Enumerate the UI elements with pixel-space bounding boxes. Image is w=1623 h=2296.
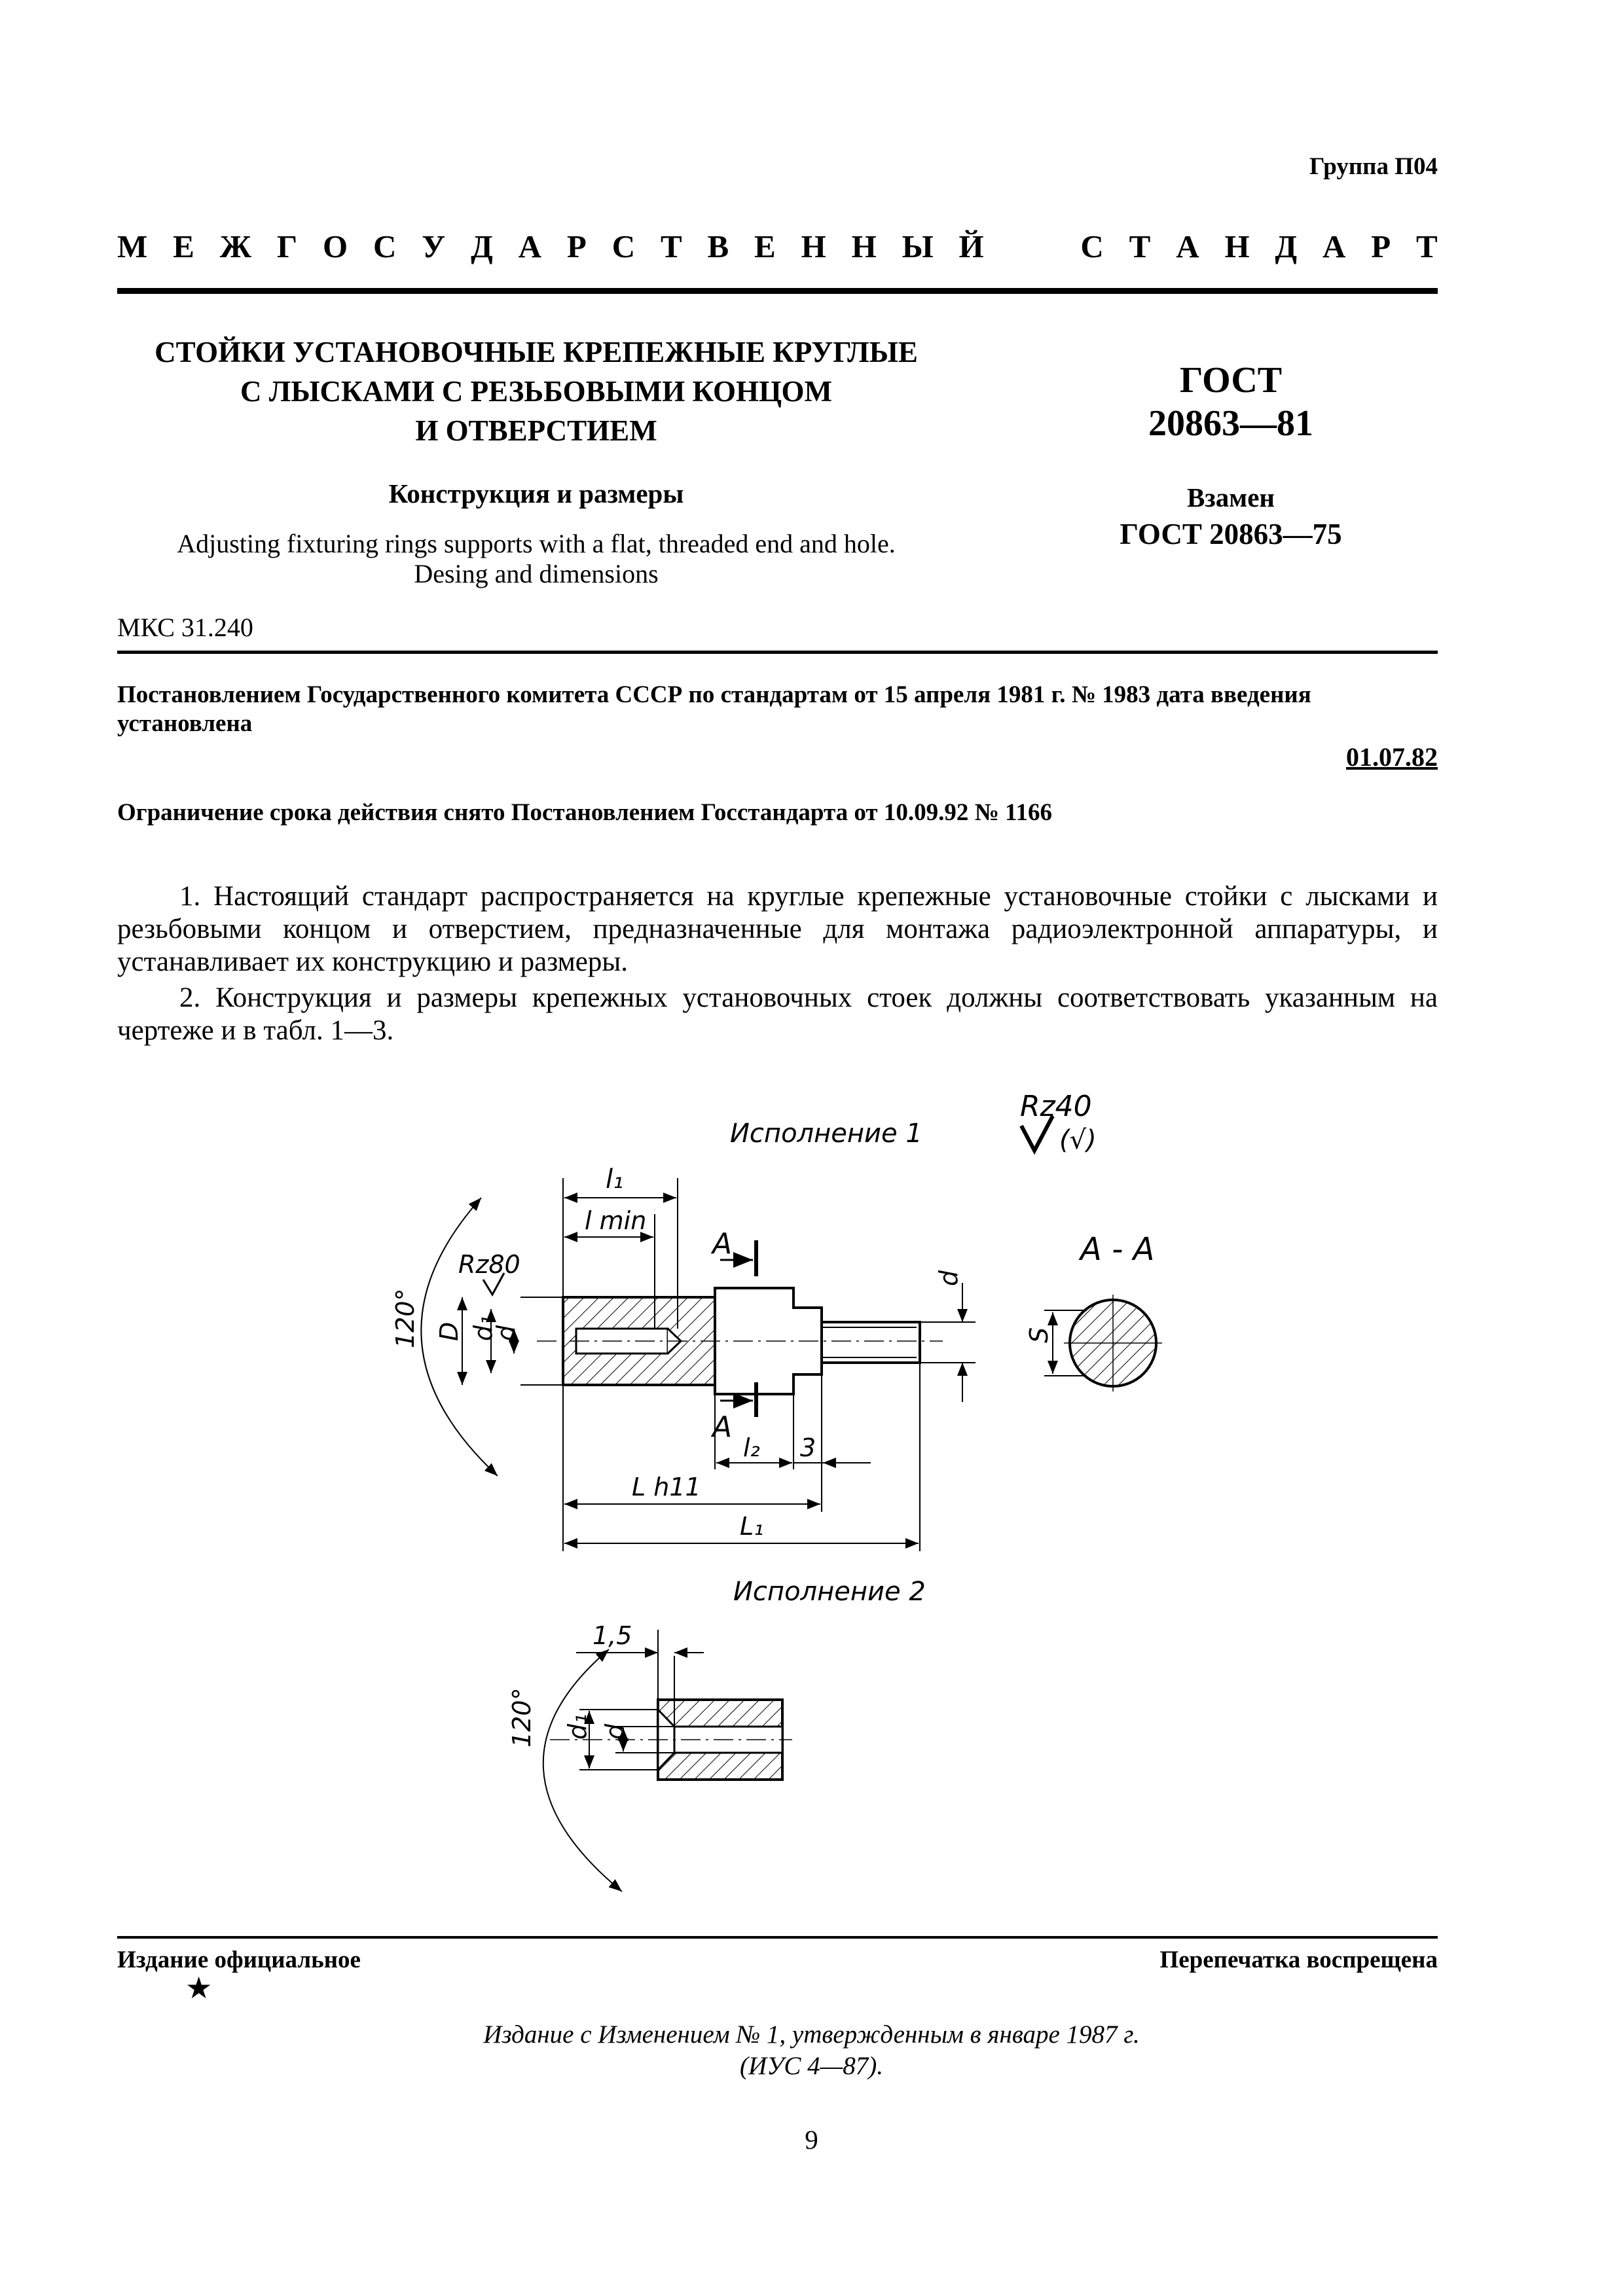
english-title-line: Desing and dimensions (414, 559, 659, 588)
interstate-letter: В (707, 228, 729, 264)
standard-letter: Д (1275, 228, 1298, 264)
roughness-chamfer-label: Rz80 (458, 1250, 520, 1279)
standard-letter: А (1322, 228, 1346, 264)
standard-letter: Т (1129, 228, 1151, 264)
english-title-line: Adjusting fixturing rings supports with a flat, threaded end and hole. (177, 529, 896, 558)
interstate-letter: С (611, 228, 636, 264)
section-title: А - А (1080, 1231, 1155, 1268)
dim-lmin-label: l min (585, 1206, 647, 1235)
interstate-letter: У (422, 228, 446, 264)
interstate-letter: Т (660, 228, 682, 264)
interstate-letter: Ы (902, 228, 934, 264)
variant-2-label: Исполнение 2 (733, 1577, 926, 1607)
interstate-letter: Д (471, 228, 493, 264)
interstate-letter: Н (801, 228, 826, 264)
dim-L1-label: L₁ (740, 1512, 764, 1541)
gost-label: ГОСТ (1179, 360, 1283, 401)
interstate-letter: М (117, 228, 148, 264)
interstate-letter: Р (566, 228, 587, 264)
edition-note-line: (ИУС 4—87). (739, 2052, 884, 2080)
paragraph-2: 2. Конструкция и размеры крепежных установочных стоек должны соответствовать указанным на чертеже и в табл. 1—3. (117, 982, 1438, 1046)
dim-d-right-label: d (934, 1270, 963, 1286)
dim-s-label: S (1025, 1327, 1053, 1343)
standard-letter: С (1080, 228, 1104, 264)
dim-d1-label: d₁ (469, 1315, 498, 1341)
angle-label: 120° (391, 1288, 420, 1348)
dim-d1-v2-label: d₁ (563, 1713, 592, 1740)
section-mark-bottom: А (712, 1410, 733, 1444)
roughness-general-label: Rz40 (1020, 1090, 1092, 1123)
variant-1-label: Исполнение 1 (730, 1119, 922, 1149)
standoff-body (537, 1288, 943, 1394)
replaces-value: ГОСТ 20863—75 (1120, 518, 1342, 550)
standard-letter: Т (1416, 228, 1438, 264)
paragraph-1: 1. Настоящий стандарт распространяется на круглые крепежные установочные стойки с лысками и резьбовыми концом и отверстием, предназначенные для монтажа радиоэлектронной аппаратуры, и устанавливает их конструкцию и размеры. (117, 881, 1438, 977)
official-edition: Издание официальное (117, 1946, 361, 1973)
limitation-text: Ограничение срока действия снято Постановлением Госстандарта от 10.09.92 № 1166 (117, 799, 1052, 826)
title-line: С ЛЫСКАМИ С РЕЗЬБОВЫМИ КОНЦОМ (240, 375, 832, 408)
interstate-letter: А (518, 228, 542, 264)
dim-d-label: d (492, 1325, 520, 1341)
title-line: И ОТВЕРСТИЕМ (415, 414, 657, 447)
interstate-letter: Г (276, 228, 298, 264)
dim-l1-label: l₁ (606, 1164, 624, 1194)
dim-Lh11-label: L h11 (632, 1473, 701, 1501)
interstate-letter: Е (173, 228, 194, 264)
dim-D-label: D (435, 1321, 464, 1341)
interstate-letter: Ж (219, 228, 252, 264)
dim-3-label: 3 (800, 1433, 816, 1462)
interstate-letter: Н (851, 228, 877, 264)
roughness-paren-label: (√) (1059, 1125, 1097, 1155)
interstate-letter: Й (958, 228, 984, 264)
subtitle: Конструкция и размеры (388, 478, 684, 509)
standard-letter: Н (1224, 228, 1250, 264)
dim-l2-label: l₂ (743, 1433, 760, 1462)
dim-1-5-label: 1,5 (593, 1621, 632, 1650)
replaces-label: Взамен (1186, 482, 1275, 512)
dim-d-v2-label: d (600, 1723, 629, 1740)
standard-letter: Р (1371, 228, 1391, 264)
edition-note-line: Издание с Изменением № 1, утвержденным в январе 1987 г. (483, 2020, 1140, 2049)
angle-v2-label: 120° (507, 1687, 536, 1748)
section-mark-top: А (712, 1227, 733, 1261)
interstate-letter: О (323, 228, 348, 264)
mks-code: МКС 31.240 (117, 613, 253, 642)
page-number: 9 (805, 2125, 818, 2155)
interstate-letter: Е (754, 228, 776, 264)
title-line: СТОЙКИ УСТАНОВОЧНЫЕ КРЕПЕЖНЫЕ КРУГЛЫЕ (155, 336, 918, 368)
standard-letter: А (1176, 228, 1199, 264)
gost-number: 20863—81 (1148, 403, 1313, 444)
reprint-prohibited: Перепечатка воспрещена (1159, 1946, 1438, 1973)
decree-date: 01.07.82 (1346, 742, 1438, 772)
edition-note (0, 2019, 1623, 2082)
decree-text: Постановлением Государственного комитета СССР по стандартам от 15 апреля 1981 г. № 1983 дата введения установлена (117, 681, 1311, 737)
group-code: Группа П04 (1309, 153, 1438, 180)
star-icon: ★ (185, 1971, 213, 2005)
interstate-letter: С (373, 228, 397, 264)
footer-rule (117, 1936, 1438, 1939)
